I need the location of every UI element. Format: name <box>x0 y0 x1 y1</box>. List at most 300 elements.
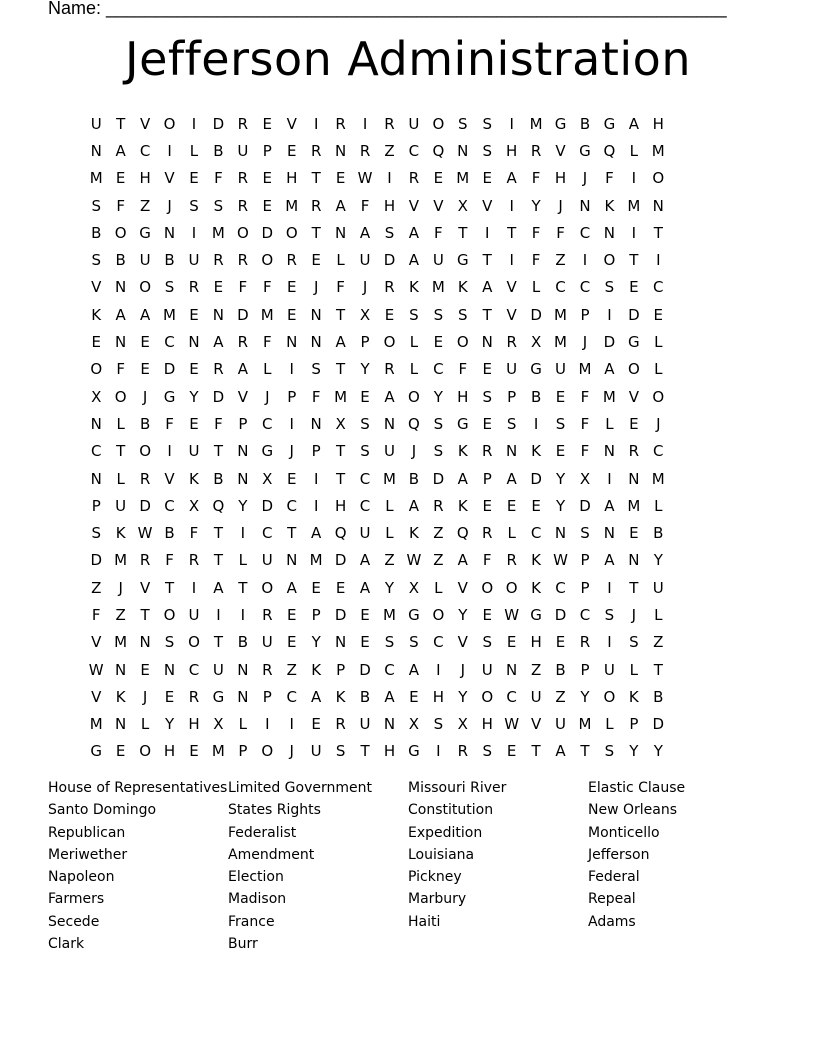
grid-letter: E <box>189 742 199 761</box>
grid-letter: E <box>164 687 175 706</box>
grid-letter: L <box>434 578 443 597</box>
grid-letter: E <box>286 141 297 160</box>
page-title: Jefferson Administration <box>125 32 691 86</box>
grid-letter: V <box>457 633 468 652</box>
grid-letter: F <box>482 551 492 570</box>
grid-letter: U <box>310 742 322 761</box>
grid-letter: V <box>286 114 297 133</box>
grid-letter: O <box>163 605 176 624</box>
grid-letter: E <box>506 742 517 761</box>
grid-letter: R <box>384 278 395 297</box>
grid-letter: N <box>628 469 640 488</box>
grid-letter: O <box>505 578 518 597</box>
grid-letter: C <box>653 442 664 461</box>
grid-letter: P <box>580 551 590 570</box>
grid-letter: E <box>311 715 321 734</box>
grid-letter: E <box>140 660 150 679</box>
grid-letter: J <box>265 387 270 406</box>
grid-letter: K <box>628 687 639 706</box>
grid-letter: P <box>238 414 248 433</box>
grid-letter: E <box>506 633 517 652</box>
grid-letter: W <box>137 524 153 543</box>
grid-letter: A <box>384 387 395 406</box>
grid-letter: G <box>90 742 103 761</box>
grid-letter: E <box>482 169 492 188</box>
grid-letter: V <box>530 715 542 734</box>
grid-letter: O <box>139 442 151 461</box>
grid-letter: V <box>237 387 248 406</box>
grid-letter: W <box>504 715 520 734</box>
grid-letter: M <box>627 196 641 215</box>
grid-letter: U <box>139 251 151 270</box>
word-list-item: Republican <box>48 824 126 841</box>
grid-letter: E <box>286 605 297 624</box>
grid-letter: E <box>262 169 273 188</box>
grid-letter: S <box>482 633 492 652</box>
grid-letter: N <box>310 305 322 324</box>
grid-letter: I <box>289 360 294 379</box>
grid-letter: T <box>116 114 126 133</box>
grid-letter: P <box>238 742 248 761</box>
grid-letter: I <box>191 114 197 133</box>
grid-letter: O <box>90 360 103 379</box>
grid-letter: S <box>604 278 615 297</box>
grid-letter: I <box>509 251 514 270</box>
grid-letter: H <box>457 387 469 406</box>
grid-letter: V <box>555 141 566 160</box>
grid-letter: L <box>385 496 394 515</box>
grid-letter: N <box>310 333 322 352</box>
grid-letter: M <box>578 715 592 734</box>
grid-letter: X <box>91 387 102 406</box>
grid-letter: I <box>607 633 612 652</box>
grid-letter: M <box>211 742 225 761</box>
grid-letter: K <box>457 278 468 297</box>
grid-letter: C <box>188 660 200 679</box>
grid-letter: S <box>409 305 419 324</box>
grid-letter: M <box>211 223 225 242</box>
grid-row <box>84 356 734 383</box>
grid-letter: O <box>408 387 420 406</box>
grid-letter: K <box>91 305 102 324</box>
grid-letter: S <box>409 633 419 652</box>
grid-letter: T <box>311 169 321 188</box>
grid-letter: F <box>311 387 321 406</box>
grid-letter: I <box>313 496 319 515</box>
grid-letter: D <box>90 551 102 570</box>
grid-letter: K <box>311 660 322 679</box>
grid-row <box>84 301 734 328</box>
grid-letter: B <box>164 251 175 270</box>
grid-letter: M <box>529 114 543 133</box>
grid-letter: R <box>433 496 444 515</box>
grid-letter: I <box>509 196 514 215</box>
grid-letter: Z <box>115 605 126 624</box>
grid-letter: M <box>651 469 665 488</box>
grid-letter: A <box>359 578 371 597</box>
grid-letter: D <box>212 387 225 406</box>
grid-letter: A <box>506 169 517 188</box>
grid-letter: L <box>629 660 639 679</box>
word-list-item: Secede <box>48 913 100 930</box>
grid-letter: U <box>212 660 224 679</box>
grid-letter: O <box>603 251 616 270</box>
grid-letter: J <box>460 660 465 679</box>
grid-letter: A <box>408 496 420 515</box>
grid-letter: F <box>189 524 199 543</box>
grid-letter: E <box>433 333 444 352</box>
grid-letter: W <box>88 660 104 679</box>
grid-letter: J <box>118 578 123 597</box>
grid-letter: N <box>334 141 347 160</box>
grid-letter: C <box>506 687 517 706</box>
grid-letter: C <box>555 278 566 297</box>
grid-letter: X <box>408 578 420 597</box>
grid-letter: I <box>607 578 612 597</box>
grid-letter: E <box>653 305 664 324</box>
grid-letter: N <box>579 196 591 215</box>
word-list-item: Federal <box>588 869 640 886</box>
grid-letter: C <box>164 496 175 515</box>
grid-letter: T <box>116 442 126 461</box>
grid-letter: K <box>531 442 542 461</box>
grid-letter: J <box>362 278 368 297</box>
grid-row <box>84 711 734 738</box>
grid-letter: N <box>603 223 616 242</box>
grid-letter: S <box>91 196 101 215</box>
grid-letter: C <box>262 414 273 433</box>
grid-letter: B <box>530 387 542 406</box>
grid-letter: O <box>114 223 127 242</box>
grid-letter: G <box>554 114 567 133</box>
grid-letter: F <box>580 387 590 406</box>
grid-letter: R <box>237 333 249 352</box>
grid-letter: A <box>115 141 126 160</box>
grid-letter: Z <box>433 551 444 570</box>
word-column <box>228 777 408 955</box>
grid-letter: L <box>336 251 345 270</box>
grid-letter: A <box>213 333 224 352</box>
grid-letter: O <box>456 333 469 352</box>
grid-row <box>84 383 734 410</box>
grid-letter: A <box>115 305 126 324</box>
grid-letter: Y <box>629 742 639 761</box>
grid-letter: D <box>530 305 542 324</box>
grid-letter: M <box>627 496 641 515</box>
grid-letter: N <box>188 333 200 352</box>
grid-letter: N <box>163 660 176 679</box>
grid-letter: M <box>554 305 567 324</box>
grid-letter: A <box>286 578 297 597</box>
grid-letter: N <box>90 414 102 433</box>
grid-letter: Q <box>432 141 445 160</box>
grid-letter: E <box>555 387 566 406</box>
grid-letter: N <box>90 141 102 160</box>
grid-letter: H <box>554 169 567 188</box>
grid-row <box>84 492 734 519</box>
grid-letter: O <box>627 360 640 379</box>
grid-letter: D <box>261 496 274 515</box>
grid-letter: T <box>311 223 321 242</box>
grid-letter: U <box>237 141 249 160</box>
grid-letter: T <box>140 605 150 624</box>
grid-letter: A <box>335 196 346 215</box>
grid-letter: J <box>289 742 294 761</box>
grid-letter: N <box>237 687 249 706</box>
grid-letter: L <box>263 360 272 379</box>
grid-letter: J <box>582 333 588 352</box>
grid-letter: R <box>286 251 297 270</box>
grid-letter: S <box>164 278 175 297</box>
grid-letter: N <box>237 660 249 679</box>
grid-letter: O <box>261 578 274 597</box>
grid-letter: T <box>336 305 346 324</box>
grid-letter: U <box>555 715 567 734</box>
grid-letter: U <box>506 360 518 379</box>
grid-letter: P <box>580 660 590 679</box>
word-list-item: France <box>228 913 275 930</box>
grid-letter: A <box>408 660 420 679</box>
grid-letter: N <box>457 141 469 160</box>
grid-letter: S <box>482 141 492 160</box>
grid-letter: R <box>506 333 517 352</box>
grid-letter: V <box>433 196 444 215</box>
grid-letter: R <box>237 196 249 215</box>
grid-letter: C <box>286 687 297 706</box>
grid-letter: I <box>167 141 172 160</box>
grid-letter: L <box>654 333 663 352</box>
word-bank <box>48 777 768 955</box>
grid-letter: G <box>530 605 542 624</box>
grid-letter: I <box>289 715 294 734</box>
grid-letter: B <box>164 524 175 543</box>
grid-letter: X <box>408 715 420 734</box>
grid-letter: L <box>238 551 248 570</box>
grid-letter: S <box>335 742 346 761</box>
grid-row <box>84 410 734 437</box>
grid-letter: T <box>629 251 639 270</box>
grid-letter: P <box>360 333 370 352</box>
grid-letter: U <box>603 660 615 679</box>
grid-letter: C <box>579 605 591 624</box>
grid-letter: C <box>139 141 151 160</box>
grid-letter: R <box>262 660 273 679</box>
grid-letter: S <box>384 223 395 242</box>
grid-letter: N <box>383 715 396 734</box>
grid-letter: F <box>434 223 443 242</box>
grid-letter: B <box>653 687 664 706</box>
grid-letter: J <box>142 387 148 406</box>
grid-letter: C <box>262 524 273 543</box>
grid-letter: A <box>139 305 151 324</box>
grid-letter: K <box>457 442 468 461</box>
grid-letter: D <box>603 333 616 352</box>
grid-letter: D <box>530 469 542 488</box>
grid-letter: Y <box>580 687 590 706</box>
grid-letter: A <box>604 360 615 379</box>
grid-letter: U <box>188 251 200 270</box>
grid-letter: I <box>607 469 612 488</box>
word-list-item: Missouri River <box>408 780 507 796</box>
grid-letter: Y <box>555 469 566 488</box>
grid-letter: H <box>432 687 444 706</box>
grid-letter: Y <box>238 496 248 515</box>
grid-letter: R <box>408 169 420 188</box>
grid-letter: G <box>530 360 542 379</box>
grid-letter: E <box>629 278 639 297</box>
grid-letter: D <box>383 251 396 270</box>
grid-letter: A <box>311 524 322 543</box>
grid-letter: E <box>335 578 346 597</box>
grid-letter: C <box>579 278 591 297</box>
grid-letter: X <box>213 715 224 734</box>
grid-letter: E <box>286 278 297 297</box>
grid-letter: S <box>189 196 199 215</box>
grid-letter: F <box>531 251 541 270</box>
grid-letter: I <box>313 469 319 488</box>
grid-letter: D <box>432 469 445 488</box>
grid-letter: S <box>384 633 395 652</box>
grid-letter: O <box>383 333 396 352</box>
name-field-label: Name: ______________________________________________________________ <box>48 0 727 18</box>
grid-letter: S <box>482 742 492 761</box>
grid-letter: Q <box>603 141 616 160</box>
grid-letter: X <box>457 715 468 734</box>
grid-letter: L <box>654 605 663 624</box>
grid-letter: S <box>458 114 468 133</box>
grid-row <box>84 738 734 765</box>
grid-letter: R <box>139 469 151 488</box>
grid-letter: I <box>509 114 514 133</box>
word-list-item: House of Representatives <box>48 780 228 796</box>
grid-letter: V <box>482 196 493 215</box>
grid-letter: E <box>555 442 566 461</box>
grid-row <box>84 219 734 246</box>
grid-letter: P <box>287 387 297 406</box>
grid-letter: X <box>335 414 346 433</box>
grid-letter: A <box>311 687 322 706</box>
grid-letter: R <box>213 251 224 270</box>
grid-letter: S <box>482 387 492 406</box>
grid-letter: C <box>408 141 420 160</box>
grid-row <box>84 656 734 683</box>
grid-letter: F <box>214 169 223 188</box>
grid-letter: I <box>436 742 441 761</box>
grid-letter: V <box>139 578 151 597</box>
grid-letter: I <box>631 223 637 242</box>
grid-letter: A <box>359 223 371 242</box>
grid-letter: A <box>408 223 420 242</box>
grid-letter: L <box>140 715 150 734</box>
grid-letter: P <box>336 660 346 679</box>
grid-letter: A <box>457 551 468 570</box>
grid-letter: K <box>531 551 542 570</box>
grid-letter: X <box>262 469 273 488</box>
grid-letter: B <box>555 660 566 679</box>
grid-letter: J <box>631 605 637 624</box>
word-list-item: New Orleans <box>588 802 678 819</box>
grid-letter: M <box>114 551 128 570</box>
word-list-item: States Rights <box>228 802 321 819</box>
grid-letter: R <box>384 114 395 133</box>
grid-letter: R <box>139 551 151 570</box>
grid-letter: E <box>189 414 199 433</box>
grid-letter: L <box>605 414 614 433</box>
grid-letter: W <box>357 169 373 188</box>
grid-letter: L <box>629 141 639 160</box>
grid-letter: I <box>582 251 588 270</box>
grid-letter: T <box>213 551 223 570</box>
grid-letter: V <box>408 196 420 215</box>
grid-letter: T <box>213 633 223 652</box>
grid-row <box>84 601 734 628</box>
grid-letter: I <box>485 223 490 242</box>
grid-letter: B <box>237 633 248 652</box>
grid-letter: U <box>359 524 371 543</box>
grid-letter: P <box>507 387 517 406</box>
grid-letter: B <box>653 524 664 543</box>
grid-letter: M <box>309 551 323 570</box>
grid-letter: U <box>481 660 493 679</box>
grid-letter: Z <box>91 578 102 597</box>
grid-letter: V <box>164 469 175 488</box>
grid-row <box>84 465 734 492</box>
grid-letter: E <box>384 305 395 324</box>
grid-letter: O <box>652 387 665 406</box>
grid-letter: O <box>603 687 616 706</box>
grid-letter: K <box>115 687 126 706</box>
grid-letter: K <box>408 524 419 543</box>
grid-letter: N <box>506 660 518 679</box>
grid-letter: T <box>287 524 297 543</box>
grid-letter: L <box>385 524 394 543</box>
grid-letter: F <box>531 169 541 188</box>
grid-letter: A <box>506 469 517 488</box>
grid-letter: E <box>311 578 321 597</box>
grid-row <box>84 438 734 465</box>
grid-letter: H <box>530 633 542 652</box>
grid-letter: J <box>167 196 172 215</box>
grid-letter: K <box>189 469 199 488</box>
grid-letter: E <box>115 169 126 188</box>
grid-letter: I <box>240 605 246 624</box>
word-list-item: Elastic Clause <box>588 780 686 796</box>
grid-letter: G <box>456 414 469 433</box>
grid-letter: J <box>582 169 588 188</box>
grid-letter: R <box>628 442 640 461</box>
grid-letter: E <box>213 278 224 297</box>
grid-letter: E <box>311 251 321 270</box>
grid-letter: E <box>140 360 150 379</box>
grid-letter: F <box>556 223 565 242</box>
grid-letter: D <box>579 496 591 515</box>
grid-letter: Z <box>653 633 664 652</box>
grid-letter: E <box>189 360 199 379</box>
word-list-item: Election <box>228 869 284 886</box>
grid-letter: P <box>311 442 321 461</box>
grid-letter: Y <box>458 687 468 706</box>
grid-letter: J <box>313 278 319 297</box>
grid-letter: R <box>188 551 200 570</box>
grid-letter: Y <box>311 633 321 652</box>
grid-letter: A <box>457 469 468 488</box>
grid-letter: G <box>456 251 469 270</box>
grid-letter: I <box>362 114 368 133</box>
grid-letter: Q <box>408 414 420 433</box>
grid-letter: E <box>91 333 101 352</box>
grid-letter: S <box>458 305 468 324</box>
grid-letter: S <box>360 414 370 433</box>
